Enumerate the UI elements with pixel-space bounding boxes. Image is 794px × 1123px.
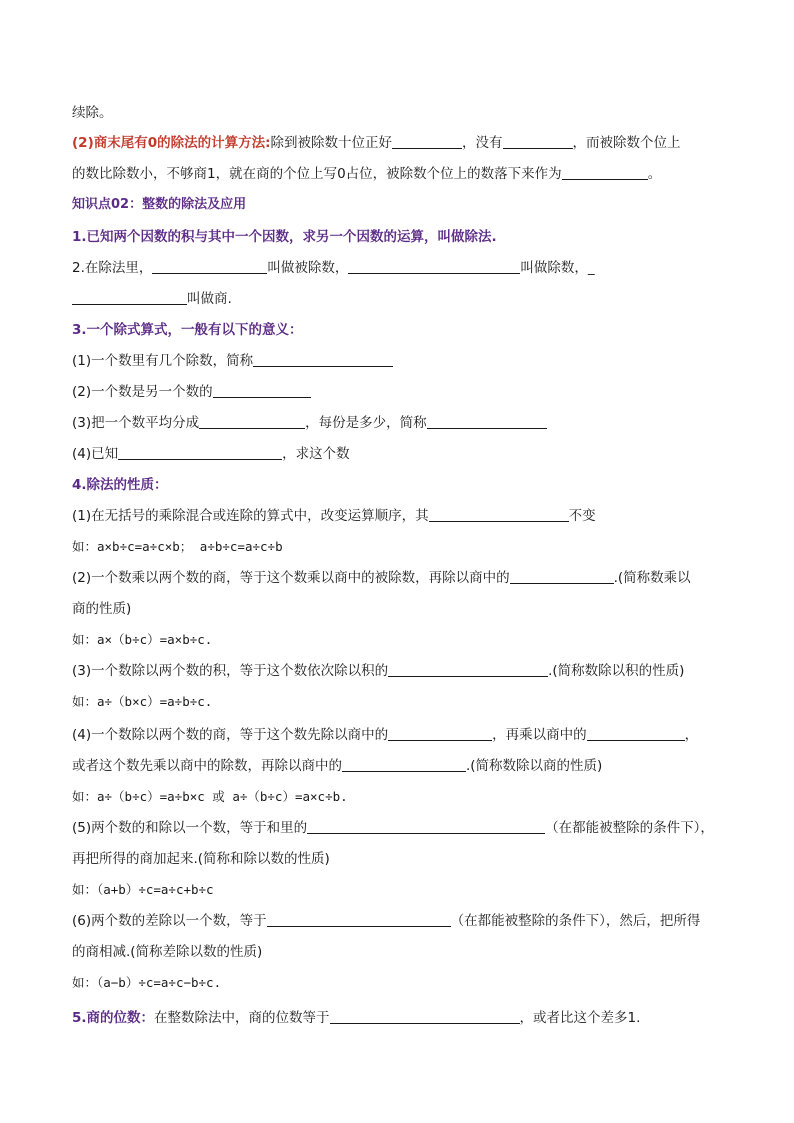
blank-field[interactable] — [72, 290, 187, 305]
section-heading: 知识点02：整数的除法及应用 — [72, 197, 247, 212]
quotient-digits-label: 5.商的位数： — [72, 1010, 155, 1026]
text: (6)两个数的差除以一个数，等于 — [72, 913, 267, 929]
line-continue — [72, 104, 722, 122]
text: 除到被除数十位正好 — [270, 135, 393, 151]
text: 叫做商. — [187, 291, 232, 307]
blank-field[interactable] — [503, 134, 573, 149]
blank-field[interactable] — [152, 259, 267, 274]
property-3 — [72, 662, 722, 680]
blank-field[interactable] — [199, 414, 305, 429]
blank-field[interactable] — [330, 1009, 520, 1024]
blank-field[interactable] — [392, 134, 462, 149]
blank-field[interactable] — [307, 819, 545, 834]
definition-heading: 1.已知两个因数的积与其中一个因数，求另一个因数的运算，叫做除法. — [72, 229, 497, 245]
text: (4)一个数除以两个数的商，等于这个数先除以商中的 — [72, 727, 389, 743]
meaning-1 — [72, 352, 722, 370]
property-6-cont: 的商相减.(简称差除以数的性质) — [72, 944, 263, 960]
text: (3)一个数除以两个数的积，等于这个数依次除以积的 — [72, 663, 389, 679]
property-2-cont: 商的性质) — [72, 601, 132, 617]
text: (5)两个数的和除以一个数，等于和里的 — [72, 820, 308, 836]
blank-field[interactable] — [267, 912, 451, 927]
example-6: 如：（a−b）÷c=a÷c−b÷c. — [72, 975, 222, 990]
blank-field[interactable] — [388, 726, 492, 741]
blank-field[interactable] — [562, 165, 648, 180]
property-6 — [72, 912, 722, 930]
text: (1)在无括号的乘除混合或连除的算式中，改变运算顺序，其 — [72, 508, 429, 524]
blank-field[interactable] — [253, 352, 393, 367]
example-3: 如：a÷（b×c）=a÷b÷c. — [72, 694, 213, 709]
meaning-3 — [72, 414, 722, 432]
text: 不变 — [568, 508, 596, 524]
blank-field[interactable] — [587, 726, 685, 741]
text: (3)把一个数平均分成 — [72, 415, 200, 431]
example-1: 如：a×b÷c=a÷c×b； a÷b÷c=a÷c÷b — [72, 539, 283, 554]
method-label: (2)商末尾有0的除法的计算方法: — [72, 135, 271, 151]
blank-field[interactable] — [342, 757, 466, 772]
terms-line-cont — [72, 290, 722, 308]
property-2 — [72, 569, 722, 587]
example-2: 如：a×（b÷c）=a×b÷c. — [72, 632, 213, 647]
text: 或者这个数先乘以商中的除数，再除以商中的 — [72, 758, 342, 774]
text: 叫做除数，_ — [520, 260, 595, 276]
text: ，或者比这个差多1. — [519, 1010, 641, 1026]
example-4: 如：a÷（b÷c）=a÷b×c 或 a÷（b÷c）=a×c÷b. — [72, 789, 348, 804]
text: （在都能被整除的条件下）， — [545, 820, 714, 836]
blank-field[interactable] — [213, 383, 311, 398]
blank-field[interactable] — [429, 507, 569, 522]
property-1 — [72, 507, 722, 525]
terms-line — [72, 259, 722, 277]
text: 在整数除法中，商的位数等于 — [154, 1010, 330, 1026]
quotient-digits — [72, 1009, 722, 1027]
property-4 — [72, 726, 722, 744]
text: (2)一个数是另一个数的 — [72, 384, 213, 400]
text: (1)一个数里有几个除数，简称 — [72, 353, 254, 369]
text: ，每份是多少，简称 — [305, 415, 427, 431]
blank-field[interactable] — [348, 259, 520, 274]
zero-quotient-method — [72, 134, 722, 152]
meaning-heading: 3.一个除式算式，一般有以下的意义： — [72, 322, 303, 338]
text: .(简称数乘以 — [613, 570, 691, 586]
zero-quotient-cont — [72, 165, 722, 183]
property-5-cont: 再把所得的商加起来.(简称和除以数的性质) — [72, 851, 330, 867]
text: ，求这个数 — [282, 446, 350, 462]
text: 续除。 — [72, 105, 113, 121]
property-5 — [72, 819, 722, 837]
text: ， — [684, 727, 699, 743]
blank-field[interactable] — [118, 445, 282, 460]
blank-field[interactable] — [388, 662, 548, 677]
text: 叫做被除数， — [267, 260, 349, 276]
text: ，再乘以商中的 — [492, 727, 587, 743]
text: 的数比除数小，不够商1，就在商的个位上写0占位，被除数个位上的数落下来作为 — [72, 166, 562, 182]
text: （在都能被整除的条件下），然后，把所得 — [450, 913, 701, 929]
meaning-2 — [72, 383, 722, 401]
text: .(简称数除以商的性质) — [466, 758, 603, 774]
blank-field[interactable] — [510, 569, 614, 584]
meaning-4 — [72, 445, 722, 463]
property-4-cont — [72, 757, 722, 775]
blank-field[interactable] — [427, 414, 547, 429]
text: 。 — [647, 166, 662, 182]
property-heading: 4.除法的性质： — [72, 477, 168, 493]
text: (4)已知 — [72, 446, 119, 462]
text: ，而被除数个位上 — [572, 135, 681, 151]
text: ，没有 — [462, 135, 503, 151]
example-5: 如：（a+b）÷c=a÷c+b÷c — [72, 882, 214, 897]
text: 2.在除法里， — [72, 260, 153, 276]
text: (2)一个数乘以两个数的商，等于这个数乘以商中的被除数，再除以商中的 — [72, 570, 510, 586]
text: .(简称数除以积的性质) — [548, 663, 685, 679]
